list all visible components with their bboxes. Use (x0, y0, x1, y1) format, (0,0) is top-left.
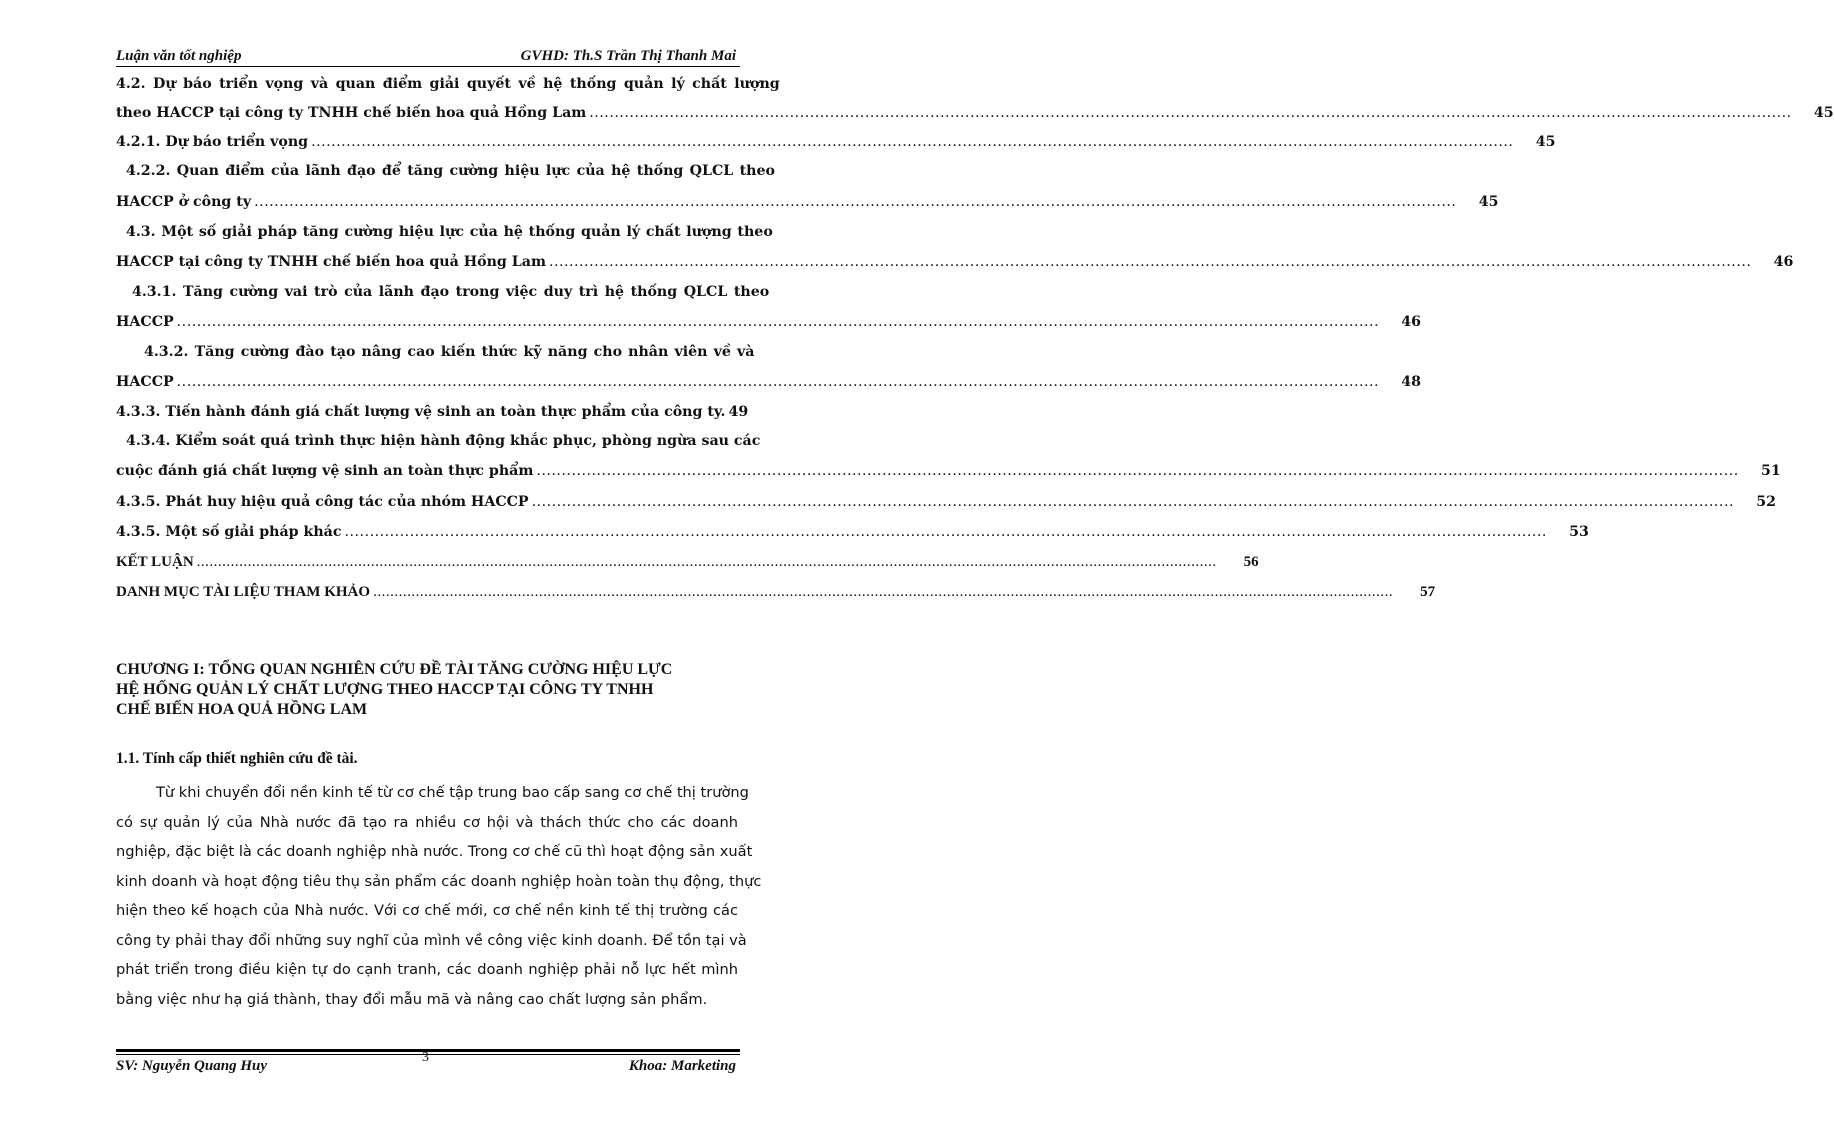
header-left: Luận văn tốt nghiệp (116, 48, 242, 64)
paragraph-line: nghiệp, đặc biệt là các doanh nghiệp nhà nước. Trong cơ chế cũ thì hoạt động sản xuất (116, 843, 753, 860)
toc-entry: 4.3.3. Tiến hành đánh giá chất lượng vệ sinh an toàn thực phẩm của công ty. 49 (116, 404, 749, 420)
toc-entry: HACCP ..... 46 (116, 314, 740, 338)
chapter-title (116, 660, 744, 720)
chapter-title-line: HỆ HỐNG QUẢN LÝ CHẤT LƯỢNG THEO HACCP TẠI CÔNG TY TNHH (116, 681, 654, 698)
chapter-title-line: CHƯƠNG I: TỔNG QUAN NGHIÊN CỨU ĐỀ TÀI TĂNG CƯỜNG HIỆU LỰC (116, 661, 673, 678)
toc-page-number: 46 (1401, 314, 1422, 330)
paragraph-line: phát triển trong điều kiện tự do cạnh tranh, các doanh nghiệp phải nỗ lực hết mình (116, 961, 738, 978)
toc-page-number: 52 (1756, 494, 1776, 510)
header-right: GVHD: Th.S Trần Thị Thanh Mai (520, 48, 736, 64)
toc-page-number: 45 (1478, 194, 1499, 210)
toc-entry: 4.3.5. Phát huy hiệu quả công tác của nhóm HACCP ..... 52 (116, 494, 740, 518)
toc-page-number: 48 (1401, 374, 1422, 390)
paragraph-line: công ty phải thay đổi những suy nghĩ của mình về công việc kinh doanh. Để tồn tại và (116, 931, 747, 949)
footer-left: SV: Nguyễn Quang Huy (116, 1058, 267, 1074)
toc-entry: 4.3. Một số giải pháp tăng cường hiệu lực của hệ thống quản lý chất lượng theo (126, 224, 773, 240)
toc-page-number: 45 (1535, 134, 1556, 150)
page-footer (116, 1050, 736, 1078)
toc-entry: HACCP tại công ty TNHH chế biến hoa quả Hồng Lam ..... 46 (116, 254, 740, 278)
footer-right: Khoa: Marketing (628, 1058, 736, 1074)
page-number: 3 (422, 1050, 429, 1065)
toc-entry: HACCP ở công ty ..... 45 (116, 194, 740, 218)
toc-entry: DANH MỤC TÀI LIỆU THAM KHẢO ..... 57 (116, 584, 740, 608)
toc-page-number: 46 (1773, 254, 1794, 270)
toc-page-number: 56 (1243, 554, 1259, 570)
toc-entry: HACCP ..... 48 (116, 374, 740, 398)
paragraph-line: kinh doanh và hoạt động tiêu thụ sản phẩm các doanh nghiệp hoàn toàn thụ động, thực (116, 872, 762, 890)
toc-entry: 4.2.1. Dự báo triển vọng ..... 45 (116, 134, 740, 158)
toc-entry: 4.3.5. Một số giải pháp khác ..... 53 (116, 524, 740, 548)
toc-entry: 4.3.4. Kiểm soát quá trình thực hiện hành động khắc phục, phòng ngừa sau các (126, 433, 761, 449)
body-paragraph (116, 778, 762, 1014)
paragraph-line: bằng việc như hạ giá thành, thay đổi mẫu mã và nâng cao chất lượng sản phẩm. (116, 990, 708, 1008)
toc-page-number: 49 (728, 404, 749, 420)
paragraph-line: Từ khi chuyển đổi nền kinh tế từ cơ chế tập trung bao cấp sang cơ chế thị trường (156, 784, 749, 801)
toc-entry: 4.2. Dự báo triển vọng và quan điểm giải quyết về hệ thống quản lý chất lượng (116, 76, 780, 92)
toc-entry: theo HACCP tại công ty TNHH chế biến hoa quả Hồng Lam ..... 45 (116, 105, 740, 129)
toc-page-number: 57 (1420, 584, 1436, 600)
toc-page-number: 53 (1569, 524, 1589, 540)
section-title: 1.1. Tính cấp thiết nghiên cứu đề tài. (116, 750, 358, 767)
chapter-title-line: CHẾ BIẾN HOA QUẢ HỒNG LAM (116, 701, 368, 718)
toc-entry: 4.2.2. Quan điểm của lãnh đạo để tăng cường hiệu lực của hệ thống QLCL theo (126, 163, 775, 179)
toc-entry: KẾT LUẬN ..... 56 (116, 554, 740, 578)
toc-entry: 4.3.1. Tăng cường vai trò của lãnh đạo trong việc duy trì hệ thống QLCL theo (132, 284, 770, 300)
paragraph-line: có sự quản lý của Nhà nước đã tạo ra nhiều cơ hội và thách thức cho các doanh (116, 813, 738, 831)
toc-entry: cuộc đánh giá chất lượng vệ sinh an toàn thực phẩm ..... 51 (116, 463, 740, 487)
toc-page-number: 45 (1813, 105, 1834, 121)
header-divider (116, 66, 740, 67)
toc-entry: 4.3.2. Tăng cường đào tạo nâng cao kiến thức kỹ năng cho nhân viên về và (144, 344, 755, 360)
paragraph-line: hiện theo kế hoạch của Nhà nước. Với cơ chế mới, cơ chế nền kinh tế thị trường các (116, 902, 738, 919)
page-header (116, 44, 736, 66)
toc-page-number: 51 (1760, 463, 1781, 479)
